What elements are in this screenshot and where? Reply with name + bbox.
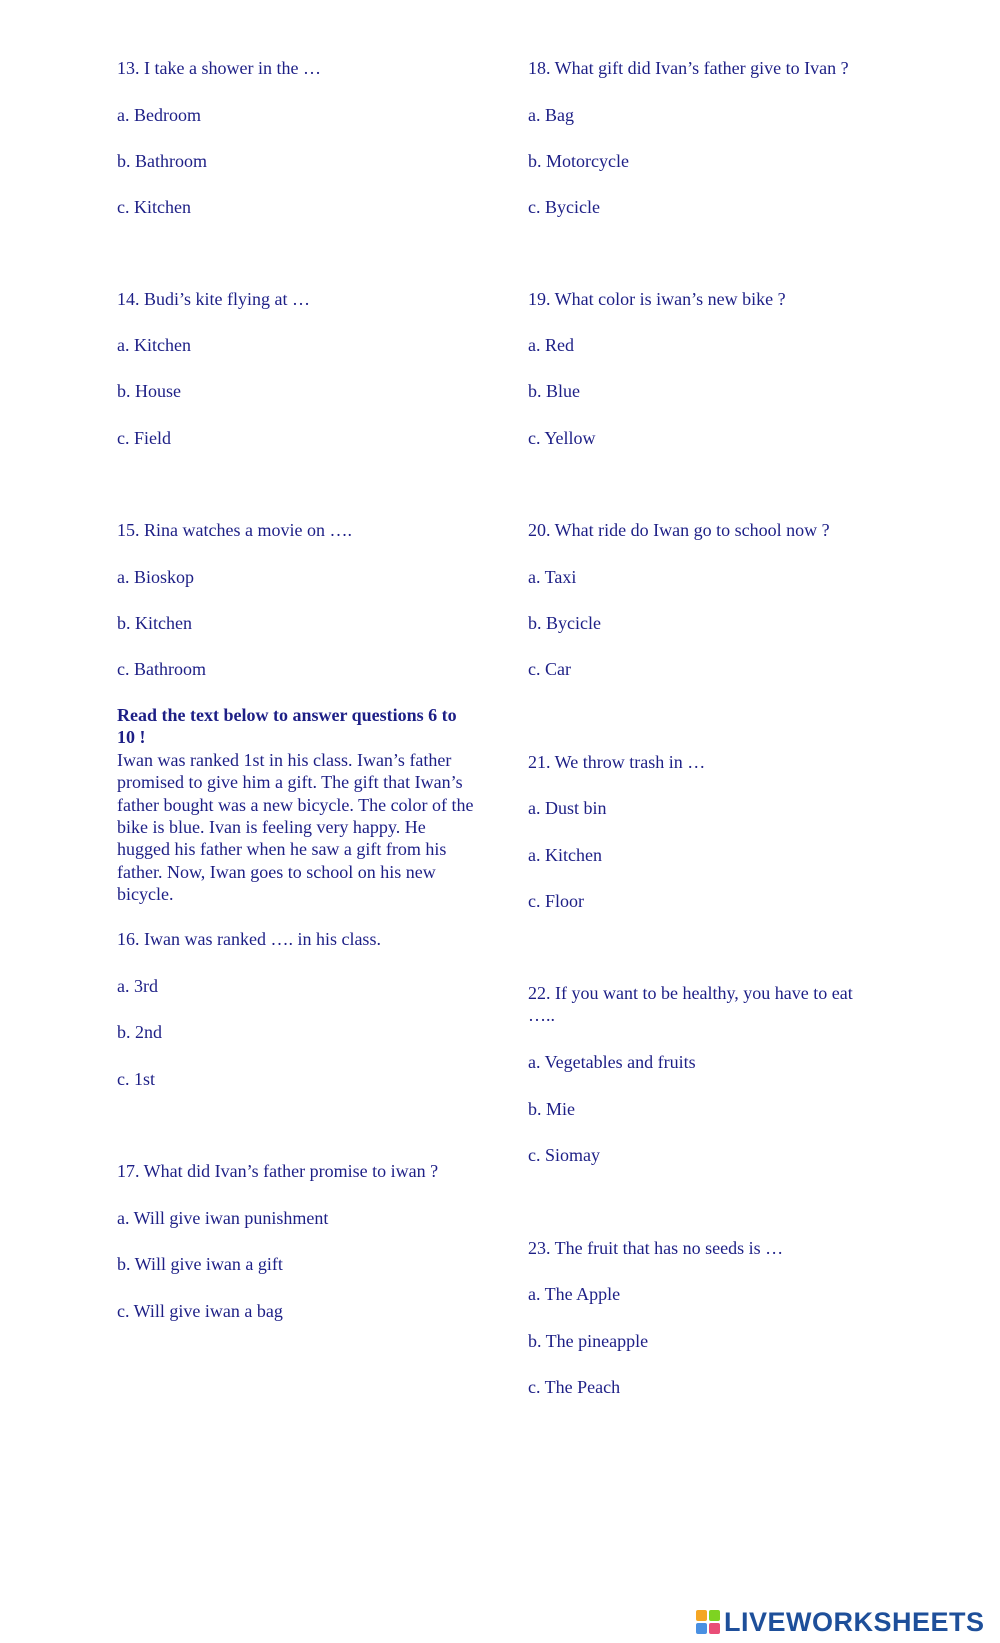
- logo-text: LIVEWORKSHEETS: [724, 1606, 985, 1637]
- passage-body: Iwan was ranked 1st in his class. Iwan’s father promised to give him a gift. The gift that Iwan’s father bought was a new bicycle. The color of the bike is blue. Ivan is feeling very happy. He hugged his father when he saw a gift from his father. Now, Iwan goes to school on his new bicycle.: [117, 749, 474, 905]
- question-19-option-b[interactable]: b. Blue: [528, 381, 580, 401]
- question-23-option-b[interactable]: b. The pineapple: [528, 1331, 649, 1351]
- question-20-option-c[interactable]: c. Car: [528, 659, 571, 679]
- question-21-text: 21. We throw trash in …: [528, 752, 706, 772]
- question-18-text: 18. What gift did Ivan’s father give to Ivan ?: [528, 58, 849, 78]
- question-19-option-c[interactable]: c. Yellow: [528, 428, 596, 448]
- question-13-option-b[interactable]: b. Bathroom: [117, 151, 207, 171]
- question-16-option-b[interactable]: b. 2nd: [117, 1022, 162, 1042]
- question-15-text: 15. Rina watches a movie on ….: [117, 520, 352, 540]
- question-20-option-a[interactable]: a. Taxi: [528, 567, 577, 587]
- reading-passage: [117, 704, 477, 906]
- question-19-option-a[interactable]: a. Red: [528, 335, 574, 355]
- liveworksheets-logo[interactable]: [696, 1607, 985, 1637]
- question-13-text: 13. I take a shower in the …: [117, 58, 321, 78]
- passage-title: Read the text below to answer questions 6 to 10 !: [117, 705, 457, 748]
- question-15-option-c[interactable]: c. Bathroom: [117, 659, 206, 679]
- question-16-text: 16. Iwan was ranked …. in his class.: [117, 929, 381, 949]
- question-18-option-c[interactable]: c. Bycicle: [528, 197, 600, 217]
- question-22-option-b[interactable]: b. Mie: [528, 1099, 575, 1119]
- question-23-text: 23. The fruit that has no seeds is …: [528, 1238, 784, 1258]
- question-22-option-a[interactable]: a. Vegetables and fruits: [528, 1052, 696, 1072]
- question-17-option-b[interactable]: b. Will give iwan a gift: [117, 1254, 283, 1274]
- question-16-option-c[interactable]: c. 1st: [117, 1069, 155, 1089]
- logo-square-2: [709, 1610, 720, 1621]
- question-13-option-a[interactable]: a. Bedroom: [117, 105, 201, 125]
- question-17-text: 17. What did Ivan’s father promise to iwan ?: [117, 1161, 439, 1181]
- question-22-text: 22. If you want to be healthy, you have to eat …..: [528, 983, 853, 1025]
- question-13-option-c[interactable]: c. Kitchen: [117, 197, 191, 217]
- question-21-option-c[interactable]: c. Floor: [528, 891, 584, 911]
- question-18-option-b[interactable]: b. Motorcycle: [528, 151, 629, 171]
- question-18-option-a[interactable]: a. Bag: [528, 105, 574, 125]
- question-15-option-a[interactable]: a. Bioskop: [117, 567, 195, 587]
- question-23-option-a[interactable]: a. The Apple: [528, 1284, 621, 1304]
- question-14-option-c[interactable]: c. Field: [117, 428, 171, 448]
- question-22-option-c[interactable]: c. Siomay: [528, 1145, 600, 1165]
- question-19-text: 19. What color is iwan’s new bike ?: [528, 289, 786, 309]
- liveworksheets-logo-icon: [696, 1610, 720, 1634]
- logo-square-3: [696, 1623, 707, 1634]
- question-14-option-a[interactable]: a. Kitchen: [117, 335, 191, 355]
- logo-square-4: [709, 1623, 720, 1634]
- question-21-option-b[interactable]: a. Kitchen: [528, 845, 602, 865]
- question-20-text: 20. What ride do Iwan go to school now ?: [528, 520, 830, 540]
- question-17-option-c[interactable]: c. Will give iwan a bag: [117, 1301, 283, 1321]
- question-20-option-b[interactable]: b. Bycicle: [528, 613, 601, 633]
- question-16-option-a[interactable]: a. 3rd: [117, 976, 158, 996]
- question-14-text: 14. Budi’s kite flying at …: [117, 289, 310, 309]
- question-14-option-b[interactable]: b. House: [117, 381, 181, 401]
- question-17-option-a[interactable]: a. Will give iwan punishment: [117, 1208, 329, 1228]
- logo-square-1: [696, 1610, 707, 1621]
- question-23-option-c[interactable]: c. The Peach: [528, 1377, 621, 1397]
- question-21-option-a[interactable]: a. Dust bin: [528, 798, 607, 818]
- question-15-option-b[interactable]: b. Kitchen: [117, 613, 192, 633]
